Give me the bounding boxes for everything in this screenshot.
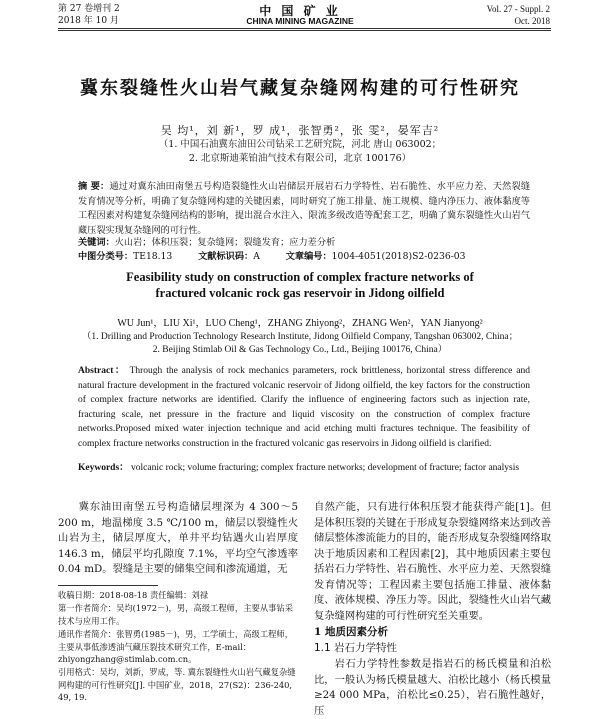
authors-en: WU Jun¹，LIU Xi¹，LUO Cheng¹，ZHANG Zhiyong²，ZHANG Wen²，YAN Jianyong² <box>117 318 483 329</box>
keywords-en <box>78 461 530 476</box>
header-journal-en: CHINA MINING MAGAZINE <box>246 16 354 26</box>
title-en-line-2: fractured volcanic rock gas reservoir in Jidong oilfield <box>155 286 445 300</box>
classification-line <box>78 250 530 265</box>
keywords-en-text: volcanic rock; volume fracturing; complex fracture networks; development of fracture; factor analysis <box>131 463 520 473</box>
affiliation-en-2: 2. Beijing Stimlab Oil & Gas Technology Co., Ltd., Beijing 100176, China） <box>152 345 448 355</box>
footnote-rule <box>58 585 158 586</box>
article-no-label: 文章编号： <box>285 251 332 262</box>
class-value: TE18.13 <box>133 251 173 262</box>
affiliation-cn-2: 2. 北京斯迪莱铂油气技术有限公司，北京 100176） <box>188 153 412 164</box>
header-date: 2018 年 10 月 <box>58 16 119 26</box>
body-right-paragraph-1: 自然产能，只有进行体积压裂才能获得产能[1]。但是体积压裂的关键在于形成复杂裂缝网络来达到改善储层整体渗流能力的目的，能否形成复杂裂缝网络取决于地质因素和工程因素[2]，其中地质因素主要包括岩石力学特性、岩石脆性、水平应力差、天然裂缝发育情况等；工程因素主要包括施工排量、液体黏度、液体规模、净压力等。因此，裂缝性火山岩气藏复杂缝网构建的可行性研究至关重要。 <box>314 501 551 622</box>
header-journal-cn: 中 国 矿 业 <box>259 4 341 18</box>
header-rule <box>58 28 551 29</box>
affiliation-cn-1: （1. 中国石油冀东油田公司钻采工艺研究院，河北 唐山 063002； <box>158 139 442 150</box>
header-volume: 第 27 卷增刊 2 <box>58 4 120 14</box>
section-heading-1: 1 地质因素分析 <box>314 626 388 638</box>
body-left-paragraph: 冀东油田南堡五号构造储层埋深为 4 300～5 200 m，地温梯度 3.5 ℃/100 m，储层以裂缝性火山岩为主，储层厚度大，单井平均钻遇火山岩厚度 146.3 m，储层平均孔隙度 7.1%，平均空气渗透率 0.04 mD。裂缝是主要的储集空间和渗流通道，无 <box>58 501 298 575</box>
doc-code-label: 文献标识码： <box>198 251 254 262</box>
article-no-value: 1004-4051(2018)S2-0236-03 <box>331 251 466 262</box>
header-volume-en: Vol. 27 - Suppl. 2 <box>486 4 550 14</box>
footnote-first-author: 第一作者简介：吴均(1972－)，男，高级工程师，主要从事钻采技术与应用工作。 <box>58 603 294 626</box>
header-date-en: Oct. 2018 <box>514 16 550 26</box>
doc-code-value: A <box>253 251 260 262</box>
section-heading-1-1: 1.1 岩石力学特性 <box>314 642 398 654</box>
keywords-cn-text: 火山岩；体积压裂；复杂缝网；裂缝发育；应力差分析 <box>114 237 336 248</box>
title-en-line-1: Feasibility study on construction of complex fracture networks of <box>126 270 474 284</box>
class-label: 中图分类号： <box>78 251 134 262</box>
abstract-cn-text: 通过对冀东油田南堡五号构造裂缝性火山岩储层开展岩石力学特性、岩石脆性、水平应力差、天然裂缝发育情况等分析，明确了复杂缝网构建的关键因素，同时研究了施工排量、施工规模、缝内净压力、液体黏度等工程因素对构建复杂缝网结构的影响，提出混合水注入、限流多级改造等配套工艺，明确了冀东裂缝性火山岩气藏压裂实现复杂缝网的可行性。 <box>78 181 531 236</box>
abstract-en-label: Abstract： <box>78 366 126 376</box>
footnote-received: 收稿日期：2018-08-18 责任编辑：刘禄 <box>58 590 209 600</box>
affiliation-en-1: （1. Drilling and Production Technology Research Institute, Jidong Oilfield Company, Tangshan 063002, China； <box>81 332 519 342</box>
authors-cn: 吴 均¹，刘 新¹，罗 成¹，张智勇²，张 雯²，晏军吉² <box>160 124 440 137</box>
abstract-en <box>78 364 530 452</box>
keywords-en-label: Keywords： <box>78 463 129 473</box>
body-right-paragraph-2: 岩石力学特性参数是指岩石的杨氏模量和泊松比，一般认为杨氏模量越大、泊松比越小（杨氏模量≥24 000 MPa，泊松比≤0.25），岩石脆性越好，压 <box>314 658 551 717</box>
footnote-citation: 引用格式：吴均，刘新，罗成，等. 冀东裂缝性火山岩气藏复杂缝网构建的可行性研究[J]. 中国矿业，2018，27(S2)：236-240, 49, 19. <box>58 667 296 703</box>
title-cn: 冀东裂缝性火山岩气藏复杂缝网构建的可行性研究 <box>80 78 520 99</box>
keywords-cn <box>78 236 530 251</box>
abstract-cn-label: 摘 要： <box>78 181 110 192</box>
keywords-cn-label: 关键词： <box>78 237 115 248</box>
abstract-en-text: Through the analysis of rock mechanics parameters, rock brittleness, horizontal stress difference and natural fracture development in the fractured volcanic reservoir of Jidong oilfield, the key factors for the construction of complex fracture networks are identified. Clarify the influence of engineering factors such as injection rate, fracturing scale, net pressure in the fracture and liquid viscosity on the construction of complex fracture networks.Proposed mixed water injection technique and acid etching multi fractures technique. The feasibility of complex fracture networks construction in the fractured volcanic gas reservoirs in Jidong oilfield is clarified. <box>78 366 530 449</box>
abstract-cn <box>78 180 530 238</box>
header-rule-2 <box>58 30 551 31</box>
footnote-corresponding-author: 通讯作者简介：张智勇(1985－)，男，工学硕士，高级工程师，主要从事低渗透油气藏压裂技术研究工作，E-mail：zhiyongzhang@stimlab.com.cn。 <box>58 629 294 665</box>
